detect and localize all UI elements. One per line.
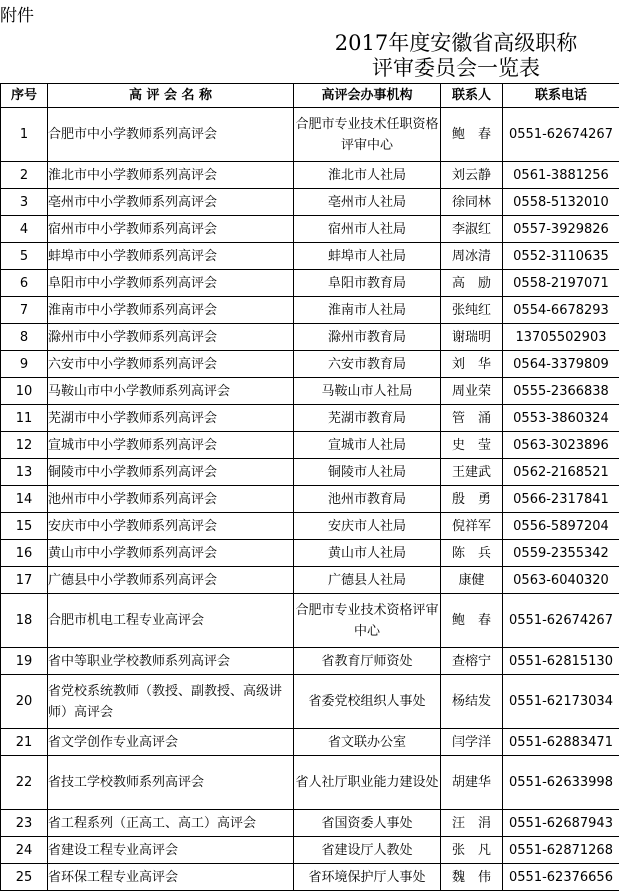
row-number: 20	[1, 675, 48, 729]
contact-phone: 0553-3860324	[503, 405, 619, 432]
contact-phone: 0562-2168521	[503, 459, 619, 486]
committee-name: 安庆市中小学教师系列高评会	[48, 513, 294, 540]
committee-name: 黄山市中小学教师系列高评会	[48, 540, 294, 567]
contact-phone: 0551-62883471	[503, 729, 619, 756]
row-number: 16	[1, 540, 48, 567]
contact-person: 陈 兵	[441, 540, 503, 567]
contact-phone: 0558-5132010	[503, 189, 619, 216]
office-name: 蚌埠市人社局	[294, 243, 441, 270]
row-number: 15	[1, 513, 48, 540]
office-name: 黄山市人社局	[294, 540, 441, 567]
row-number: 5	[1, 243, 48, 270]
office-name: 省文联办公室	[294, 729, 441, 756]
committee-name: 省中等职业学校教师系列高评会	[48, 648, 294, 675]
committee-name: 阜阳市中小学教师系列高评会	[48, 270, 294, 297]
contact-person: 周业荣	[441, 378, 503, 405]
row-number: 24	[1, 837, 48, 864]
table-row	[1, 810, 619, 837]
committee-name: 铜陵市中小学教师系列高评会	[48, 459, 294, 486]
contact-phone: 0558-2197071	[503, 270, 619, 297]
contact-person: 闫学洋	[441, 729, 503, 756]
contact-phone: 0551-62173034	[503, 675, 619, 729]
office-name: 阜阳市教育局	[294, 270, 441, 297]
committee-name: 淮北市中小学教师系列高评会	[48, 162, 294, 189]
office-name: 淮南市人社局	[294, 297, 441, 324]
table-row	[1, 243, 619, 270]
committee-name: 蚌埠市中小学教师系列高评会	[48, 243, 294, 270]
office-name: 安庆市人社局	[294, 513, 441, 540]
row-number: 9	[1, 351, 48, 378]
contact-person: 史 莹	[441, 432, 503, 459]
table-row	[1, 162, 619, 189]
contact-person: 鲍 春	[441, 594, 503, 648]
table-body	[1, 108, 619, 891]
column-header-office: 高评会办事机构	[294, 84, 441, 108]
contact-person: 汪 涓	[441, 810, 503, 837]
contact-person: 李淑红	[441, 216, 503, 243]
committee-table	[0, 83, 619, 891]
row-number: 23	[1, 810, 48, 837]
office-name: 省委党校组织人事处	[294, 675, 441, 729]
office-name: 广德县人社局	[294, 567, 441, 594]
office-name: 省建设厅人教处	[294, 837, 441, 864]
committee-name: 六安市中小学教师系列高评会	[48, 351, 294, 378]
row-number: 4	[1, 216, 48, 243]
row-number: 17	[1, 567, 48, 594]
contact-person: 张 凡	[441, 837, 503, 864]
column-header-name: 高 评 会 名 称	[48, 84, 294, 108]
committee-name: 池州市中小学教师系列高评会	[48, 486, 294, 513]
table-row	[1, 567, 619, 594]
row-number: 11	[1, 405, 48, 432]
contact-person: 徐同林	[441, 189, 503, 216]
contact-phone: 0551-62674267	[503, 594, 619, 648]
committee-name: 省工程系列（正高工、高工）高评会	[48, 810, 294, 837]
table-row	[1, 216, 619, 243]
committee-name: 合肥市机电工程专业高评会	[48, 594, 294, 648]
office-name: 滁州市教育局	[294, 324, 441, 351]
row-number: 3	[1, 189, 48, 216]
office-name: 省人社厅职业能力建设处	[294, 756, 441, 810]
contact-person: 倪祥军	[441, 513, 503, 540]
committee-name: 亳州市中小学教师系列高评会	[48, 189, 294, 216]
office-name: 省教育厅师资处	[294, 648, 441, 675]
contact-phone: 0551-62871268	[503, 837, 619, 864]
table-row	[1, 189, 619, 216]
contact-phone: 0556-5897204	[503, 513, 619, 540]
table-row	[1, 297, 619, 324]
contact-person: 高 励	[441, 270, 503, 297]
committee-name: 省建设工程专业高评会	[48, 837, 294, 864]
table-row	[1, 405, 619, 432]
committee-name: 宿州市中小学教师系列高评会	[48, 216, 294, 243]
row-number: 1	[1, 108, 48, 162]
committee-name: 马鞍山市中小学教师系列高评会	[48, 378, 294, 405]
contact-phone: 0551-62376656	[503, 864, 619, 891]
contact-phone: 0552-3110635	[503, 243, 619, 270]
contact-person: 杨结发	[441, 675, 503, 729]
contact-person: 殷 勇	[441, 486, 503, 513]
row-number: 12	[1, 432, 48, 459]
document-title-line-1: 2017年度安徽省高级职称	[296, 30, 616, 56]
row-number: 19	[1, 648, 48, 675]
office-name: 马鞍山市人社局	[294, 378, 441, 405]
row-number: 14	[1, 486, 48, 513]
contact-phone: 0563-3023896	[503, 432, 619, 459]
row-number: 21	[1, 729, 48, 756]
office-name: 省国资委人事处	[294, 810, 441, 837]
committee-name: 省文学创作专业高评会	[48, 729, 294, 756]
table-row	[1, 486, 619, 513]
contact-person: 康健	[441, 567, 503, 594]
table-row	[1, 513, 619, 540]
column-header-number: 序号	[1, 84, 48, 108]
contact-person: 魏 伟	[441, 864, 503, 891]
attachment-label: 附件	[0, 6, 34, 26]
office-name: 合肥市专业技术任职资格评审中心	[294, 108, 441, 162]
column-header-phone: 联系电话	[503, 84, 619, 108]
table-row	[1, 378, 619, 405]
row-number: 25	[1, 864, 48, 891]
office-name: 淮北市人社局	[294, 162, 441, 189]
office-name: 芜湖市教育局	[294, 405, 441, 432]
table-row	[1, 351, 619, 378]
committee-name: 宣城市中小学教师系列高评会	[48, 432, 294, 459]
office-name: 宿州市人社局	[294, 216, 441, 243]
table-header-row	[1, 84, 619, 108]
committee-name: 广德县中小学教师系列高评会	[48, 567, 294, 594]
table-row	[1, 756, 619, 810]
contact-person: 鲍 春	[441, 108, 503, 162]
row-number: 22	[1, 756, 48, 810]
contact-phone: 0551-62687943	[503, 810, 619, 837]
row-number: 7	[1, 297, 48, 324]
office-name: 亳州市人社局	[294, 189, 441, 216]
row-number: 10	[1, 378, 48, 405]
table-row	[1, 540, 619, 567]
table-row	[1, 459, 619, 486]
contact-phone: 0561-3881256	[503, 162, 619, 189]
committee-name: 省技工学校教师系列高评会	[48, 756, 294, 810]
table-row	[1, 594, 619, 648]
row-number: 8	[1, 324, 48, 351]
contact-person: 刘 华	[441, 351, 503, 378]
contact-phone: 0555-2366838	[503, 378, 619, 405]
committee-name: 芜湖市中小学教师系列高评会	[48, 405, 294, 432]
contact-phone: 0551-62674267	[503, 108, 619, 162]
office-name: 池州市教育局	[294, 486, 441, 513]
office-name: 合肥市专业技术资格评审中心	[294, 594, 441, 648]
document-title-line-2: 评审委员会一览表	[296, 55, 616, 81]
committee-name: 淮南市中小学教师系列高评会	[48, 297, 294, 324]
table-row	[1, 837, 619, 864]
column-header-contact: 联系人	[441, 84, 503, 108]
committee-name: 合肥市中小学教师系列高评会	[48, 108, 294, 162]
contact-person: 管 涌	[441, 405, 503, 432]
office-name: 省环境保护厅人事处	[294, 864, 441, 891]
table-row	[1, 432, 619, 459]
table-row	[1, 270, 619, 297]
table-row	[1, 648, 619, 675]
contact-person: 谢瑞明	[441, 324, 503, 351]
contact-phone: 0551-62815130	[503, 648, 619, 675]
contact-phone: 0559-2355342	[503, 540, 619, 567]
contact-phone: 0564-3379809	[503, 351, 619, 378]
contact-person: 刘云静	[441, 162, 503, 189]
contact-person: 周冰清	[441, 243, 503, 270]
row-number: 13	[1, 459, 48, 486]
contact-person: 王建武	[441, 459, 503, 486]
contact-phone: 0566-2317841	[503, 486, 619, 513]
office-name: 铜陵市人社局	[294, 459, 441, 486]
committee-name: 滁州市中小学教师系列高评会	[48, 324, 294, 351]
contact-phone: 0554-6678293	[503, 297, 619, 324]
table-row	[1, 108, 619, 162]
table-row	[1, 324, 619, 351]
contact-phone: 0557-3929826	[503, 216, 619, 243]
office-name: 六安市教育局	[294, 351, 441, 378]
committee-name: 省党校系统教师（教授、副教授、高级讲师）高评会	[48, 675, 294, 729]
row-number: 6	[1, 270, 48, 297]
contact-person: 张纯红	[441, 297, 503, 324]
committee-name: 省环保工程专业高评会	[48, 864, 294, 891]
table-row	[1, 864, 619, 891]
contact-phone: 0551-62633998	[503, 756, 619, 810]
table-row	[1, 729, 619, 756]
contact-phone: 0563-6040320	[503, 567, 619, 594]
contact-person: 查榕宁	[441, 648, 503, 675]
row-number: 18	[1, 594, 48, 648]
office-name: 宣城市人社局	[294, 432, 441, 459]
contact-phone: 13705502903	[503, 324, 619, 351]
contact-person: 胡建华	[441, 756, 503, 810]
row-number: 2	[1, 162, 48, 189]
table-row	[1, 675, 619, 729]
